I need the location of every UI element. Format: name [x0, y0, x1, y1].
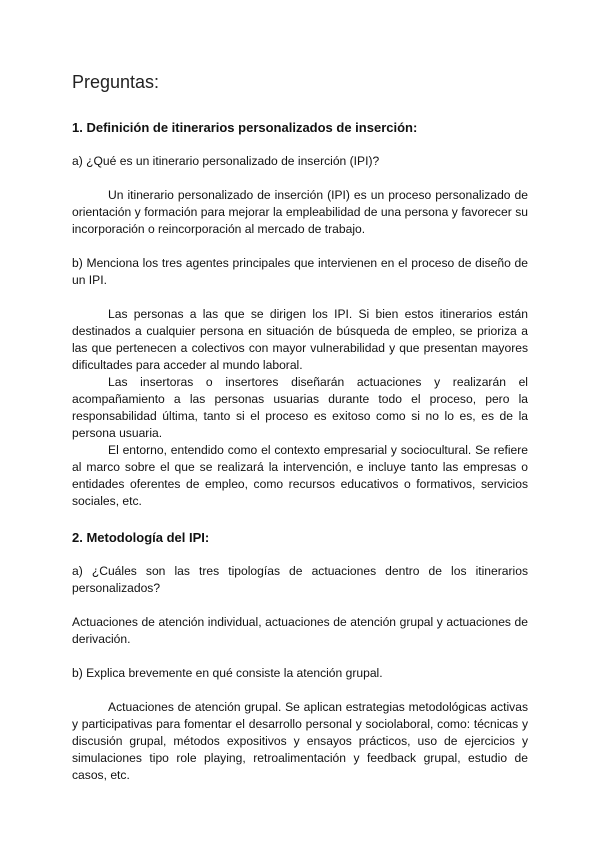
question-1b: b) Menciona los tres agentes principales que intervienen en el proceso de diseño de un IPI.: [72, 256, 528, 287]
answer-1b-entorno: El entorno, entendido como el contexto empresarial y sociocultural. Se refiere al marco sobre el que se realizará la intervención, e incluye tanto las empresas o entidades oferentes de empleo, como recursos educativos o formativos, servicios sociales, etc.: [72, 443, 528, 508]
section-2-heading: 2. Metodología del IPI:: [72, 530, 210, 545]
answer-2b: Actuaciones de atención grupal. Se aplican estrategias metodológicas activas y participativas para fomentar el desarrollo personal y sociolaboral, como: técnicas y discusión grupal, métodos expositivos y ensayos prácticos, uso de ejercicios y simulaciones tipo role playing, retroalimentación y feedback grupal, estudio de casos, etc.: [72, 700, 528, 782]
question-1a: a) ¿Qué es un itinerario personalizado de inserción (IPI)?: [72, 154, 380, 168]
question-2a: a) ¿Cuáles son las tres tipologías de actuaciones dentro de los itinerarios personalizados?: [72, 564, 528, 595]
question-2b: b) Explica brevemente en qué consiste la atención grupal.: [72, 666, 383, 680]
answer-1b-insertores: Las insertoras o insertores diseñarán actuaciones y realizarán el acompañamiento a las personas usuarias durante todo el proceso, pero la responsabilidad última, tanto si el proceso es exitoso como si no lo es, es de la persona usuaria.: [72, 375, 528, 440]
section-1-heading: 1. Definición de itinerarios personalizados de inserción:: [72, 120, 418, 135]
document-page: [72, 70, 528, 784]
answer-1b-personas: Las personas a las que se dirigen los IPI. Si bien estos itinerarios están destinados a cualquier persona en situación de búsqueda de empleo, se prioriza a las que pertenecen a colectivos con mayor vulnerabilidad y que presentan mayores dificultades para acceder al mundo laboral.: [72, 307, 528, 372]
answer-2a: Actuaciones de atención individual, actuaciones de atención grupal y actuaciones de derivación.: [72, 615, 528, 646]
answer-1a: Un itinerario personalizado de inserción (IPI) es un proceso personalizado de orientación y formación para mejorar la empleabilidad de una persona y favorecer su incorporación o reincorporación al mercado de trabajo.: [72, 188, 528, 236]
page-title: Preguntas:: [72, 72, 160, 92]
